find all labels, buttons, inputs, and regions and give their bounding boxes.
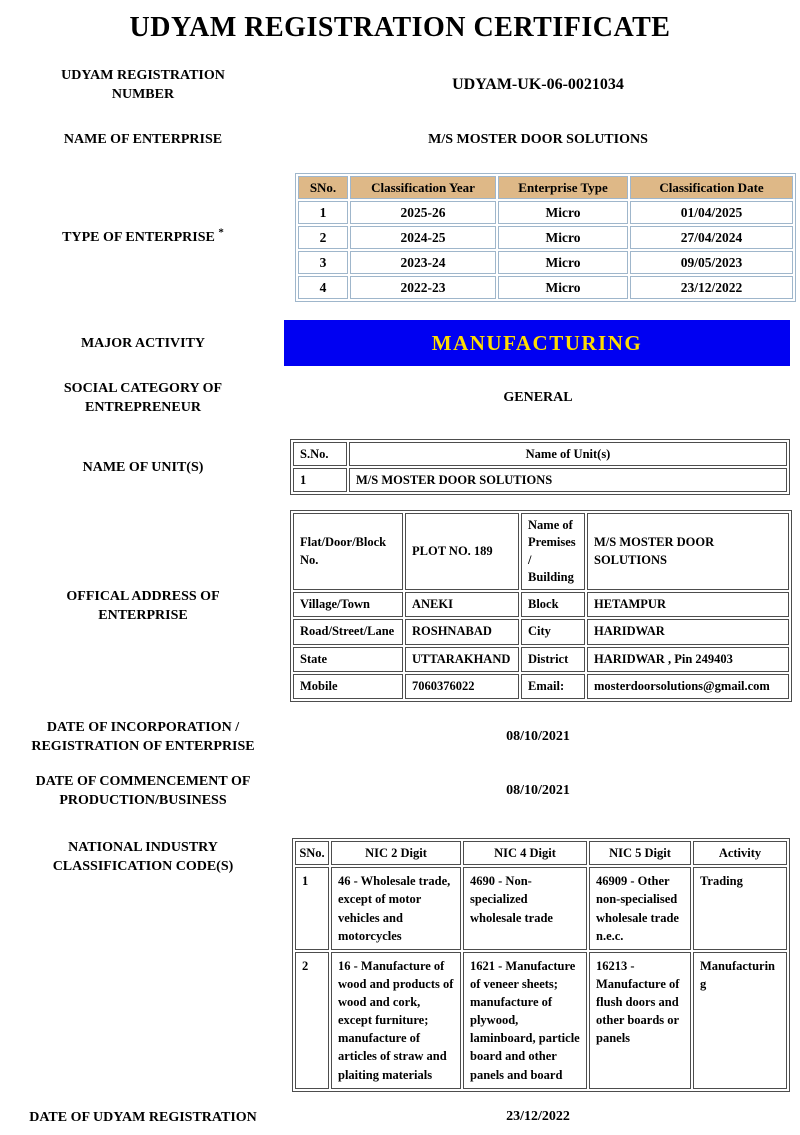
major-activity-banner <box>284 320 790 366</box>
col-header: Classification Year <box>350 176 496 199</box>
cell: 4690 - Non-specialized wholesale trade <box>463 867 587 950</box>
cell: Micro <box>498 226 628 249</box>
table-row <box>295 952 787 1089</box>
cell: 16 - Manufacture of wood and products of wood and cork, except furniture; manufacture of articles of straw and plaiting materials <box>331 952 461 1089</box>
address-row <box>0 510 800 702</box>
col-header: NIC 5 Digit <box>589 841 691 865</box>
cell: 1 <box>293 468 347 492</box>
nic-codes-content <box>286 838 800 1091</box>
registration-number-label: UDYAM REGISTRATION NUMBER <box>61 68 225 103</box>
units-table <box>290 439 790 495</box>
udyam-registration-date-label: DATE OF UDYAM REGISTRATION <box>29 1109 257 1125</box>
cell: Email: <box>521 674 585 699</box>
col-header: Classification Date <box>630 176 793 199</box>
incorporation-date-label: DATE OF INCORPORATION / REGISTRATION OF ENTERPRISE <box>31 720 255 755</box>
cell: 2 <box>298 226 348 249</box>
col-header: Activity <box>693 841 787 865</box>
cell: Micro <box>498 251 628 274</box>
cell: Village/Town <box>293 592 403 617</box>
col-header: SNo. <box>295 841 329 865</box>
enterprise-name-value: M/S MOSTER DOOR SOLUTIONS <box>428 131 648 147</box>
cell: mosterdoorsolutions@gmail.com <box>587 674 789 699</box>
cell: ROSHNABAD <box>405 619 519 644</box>
table-row <box>293 619 789 644</box>
cell: Mobile <box>293 674 403 699</box>
cell: HETAMPUR <box>587 592 789 617</box>
nic-table <box>292 838 790 1091</box>
udyam-registration-date-row <box>0 1108 800 1127</box>
type-of-enterprise-label-text: TYPE OF ENTERPRISE <box>62 230 215 246</box>
cell: Road/Street/Lane <box>293 619 403 644</box>
cell: 01/04/2025 <box>630 201 793 224</box>
cell: 2022-23 <box>350 276 496 299</box>
commencement-date-content <box>286 783 800 799</box>
cell: 1 <box>298 201 348 224</box>
major-activity-value: MANUFACTURING <box>431 330 643 355</box>
classification-table <box>295 173 796 302</box>
nic-codes-row <box>0 838 800 1091</box>
cell: City <box>521 619 585 644</box>
major-activity-row <box>0 320 800 366</box>
table-row <box>298 276 793 299</box>
table-row <box>295 867 787 950</box>
type-of-enterprise-content <box>286 173 800 302</box>
udyam-registration-date-content <box>286 1109 800 1125</box>
units-label: NAME OF UNIT(S) <box>82 459 204 475</box>
commencement-date-row <box>0 772 800 810</box>
cell: 1621 - Manufacture of veneer sheets; manufacture of plywood, laminboard, particle board and other panels and board <box>463 952 587 1089</box>
address-label: OFFICAL ADDRESS OF ENTERPRISE <box>66 589 220 624</box>
cell: Block <box>521 592 585 617</box>
cell: 3 <box>298 251 348 274</box>
col-header: NIC 2 Digit <box>331 841 461 865</box>
enterprise-name-row <box>0 130 800 149</box>
cell: Trading <box>693 867 787 950</box>
cell: Name of Premises/ Building <box>521 513 585 590</box>
cell: HARIDWAR , Pin 249403 <box>587 647 789 672</box>
col-header: Enterprise Type <box>498 176 628 199</box>
cell: 09/05/2023 <box>630 251 793 274</box>
cell: UTTARAKHAND <box>405 647 519 672</box>
cell: ANEKI <box>405 592 519 617</box>
cell: M/S MOSTER DOOR SOLUTIONS <box>349 468 787 492</box>
udyam-registration-date-value: 23/12/2022 <box>506 1109 570 1125</box>
cell: 2 <box>295 952 329 1089</box>
cell: 7060376022 <box>405 674 519 699</box>
address-content <box>286 510 800 702</box>
cell: M/S MOSTER DOOR SOLUTIONS <box>587 513 789 590</box>
units-header-row <box>293 442 787 466</box>
cell: Micro <box>498 276 628 299</box>
commencement-date-label: DATE OF COMMENCEMENT OF PRODUCTION/BUSINESS <box>35 774 251 809</box>
cell: 1 <box>295 867 329 950</box>
major-activity-label: MAJOR ACTIVITY <box>80 335 206 351</box>
cell: HARIDWAR <box>587 619 789 644</box>
table-row <box>293 647 789 672</box>
cell: 46909 - Other non-specialised wholesale trade n.e.c. <box>589 867 691 950</box>
nic-codes-label: NATIONAL INDUSTRY CLASSIFICATION CODE(S) <box>52 840 234 875</box>
table-row <box>293 674 789 699</box>
col-header: SNo. <box>298 176 348 199</box>
cell: 16213 - Manufacture of flush doors and other boards or panels <box>589 952 691 1089</box>
incorporation-date-content <box>286 729 800 745</box>
table-row <box>293 592 789 617</box>
cell: 23/12/2022 <box>630 276 793 299</box>
classification-header-row <box>298 176 793 199</box>
col-header: Name of Unit(s) <box>349 442 787 466</box>
registration-number-value: UDYAM-UK-06-0021034 <box>452 76 624 94</box>
units-row <box>0 439 800 495</box>
table-row <box>293 468 787 492</box>
incorporation-date-row <box>0 718 800 756</box>
cell: 2023-24 <box>350 251 496 274</box>
cell: PLOT NO. 189 <box>405 513 519 590</box>
social-category-content <box>286 390 800 406</box>
enterprise-name-content <box>286 132 800 148</box>
major-activity-content <box>286 320 800 366</box>
table-row <box>298 226 793 249</box>
cell: 46 - Wholesale trade, except of motor vehicles and motorcycles <box>331 867 461 950</box>
registration-number-content <box>286 76 800 94</box>
nic-header-row <box>295 841 787 865</box>
cell: 4 <box>298 276 348 299</box>
type-of-enterprise-label <box>0 228 286 247</box>
type-of-enterprise-row <box>0 173 800 302</box>
table-row <box>298 251 793 274</box>
col-header: NIC 4 Digit <box>463 841 587 865</box>
social-category-label: SOCIAL CATEGORY OF ENTREPRENEUR <box>63 381 223 416</box>
cell: 27/04/2024 <box>630 226 793 249</box>
cell: 2025-26 <box>350 201 496 224</box>
units-content <box>286 439 800 495</box>
table-row <box>293 513 789 590</box>
enterprise-name-label: NAME OF ENTERPRISE <box>63 132 223 148</box>
col-header: S.No. <box>293 442 347 466</box>
table-row <box>298 201 793 224</box>
asterisk-note: * <box>218 226 224 239</box>
registration-number-row <box>0 66 800 104</box>
social-category-value: GENERAL <box>503 390 573 406</box>
cell: Flat/Door/Block No. <box>293 513 403 590</box>
commencement-date-value: 08/10/2021 <box>506 783 570 799</box>
page-title: UDYAM REGISTRATION CERTIFICATE <box>129 12 671 43</box>
cell: 2024-25 <box>350 226 496 249</box>
address-table <box>290 510 792 702</box>
social-category-row <box>0 379 800 417</box>
cell: Micro <box>498 201 628 224</box>
incorporation-date-value: 08/10/2021 <box>506 729 570 745</box>
cell: District <box>521 647 585 672</box>
cell: State <box>293 647 403 672</box>
cell: Manufacturing <box>693 952 787 1089</box>
